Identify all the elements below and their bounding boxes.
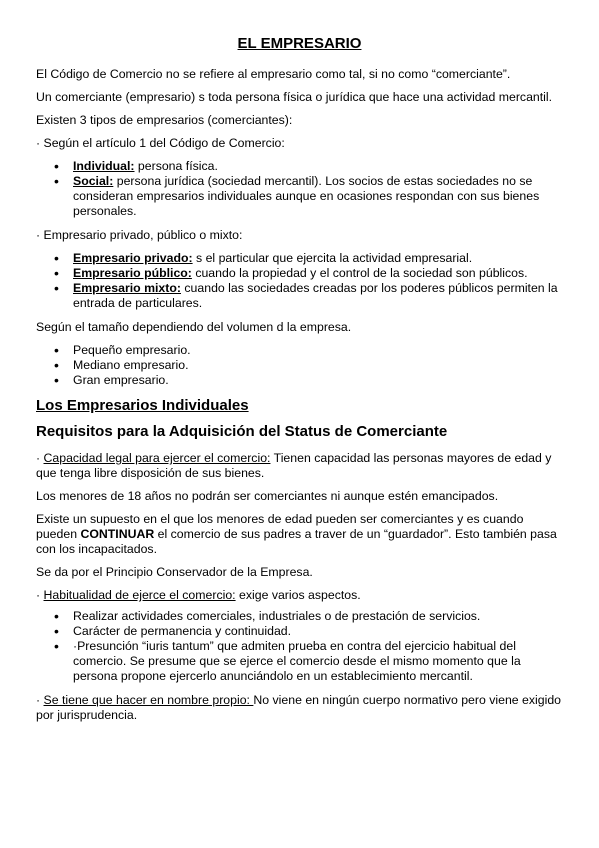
section-tipo-heading: · Empresario privado, público o mixto: — [36, 228, 243, 242]
habitualidad-paragraph — [36, 588, 563, 603]
section-tamano-list — [36, 343, 563, 388]
list-item: • Mediano empresario. — [73, 358, 563, 373]
bullet-prefix: · — [36, 451, 44, 465]
intro-paragraph-2: Un comerciante (empresario) s toda persona física o jurídica que hace una actividad mercantil. — [36, 90, 553, 104]
list-item — [73, 174, 563, 219]
term-label: Empresario público: — [73, 266, 192, 280]
supuesto-before: Existe un supuesto en el que los menores de edad pueden ser comerciantes y es cuando pueden — [36, 512, 524, 541]
supuesto-after: el comercio de sus padres a traver de un “guardador”. Esto también pasa con los incapacitados. — [36, 527, 557, 556]
term-text: persona física. — [134, 159, 218, 173]
term-text: s el particular que ejercita la actividad empresarial. — [192, 251, 473, 265]
term-text: cuando las sociedades creadas por los poderes públicos permiten la entrada de particulares. — [73, 281, 558, 310]
list-item — [73, 251, 563, 266]
habitualidad-list — [36, 609, 563, 684]
habitualidad-label: Habitualidad de ejerce el comercio: — [43, 588, 236, 602]
nombre-propio-paragraph — [36, 693, 563, 723]
list-item: • Carácter de permanencia y continuidad. — [73, 624, 563, 639]
bullet-prefix: · — [36, 693, 44, 707]
list-item: • Gran empresario. — [73, 373, 563, 388]
list-item — [73, 159, 563, 174]
document-title: EL EMPRESARIO — [237, 35, 362, 52]
nombre-propio-label: Se tiene que hacer en nombre propio: — [43, 693, 254, 707]
list-item — [73, 281, 563, 311]
list-item — [73, 266, 563, 281]
intro-paragraph-3: Existen 3 tipos de empresarios (comerciantes): — [36, 113, 293, 127]
term-label: Social: — [73, 174, 114, 188]
principio-paragraph: Se da por el Principio Conservador de la Empresa. — [36, 565, 313, 579]
document-page — [36, 35, 563, 731]
bullet-prefix: · — [36, 588, 44, 602]
section-tamano-heading: Según el tamaño dependiendo del volumen d la empresa. — [36, 320, 352, 334]
menores-paragraph: Los menores de 18 años no podrán ser comerciantes ni aunque estén emancipados. — [36, 489, 499, 503]
section-tipo-list — [36, 251, 563, 311]
intro-paragraph-1: El Código de Comercio no se refiere al empresario como tal, si no como “comerciante”. — [36, 67, 511, 81]
list-item: • ·Presunción “iuris tantum” que admiten prueba en contra del ejercicio habitual del comercio. Se presume que se ejerce el comercio desde el mismo momento que la persona propone ejercerlo anunciándolo en un establecimiento mercantil. — [73, 639, 563, 684]
list-item: • Realizar actividades comerciales, industriales o de prestación de servicios. — [73, 609, 563, 624]
supuesto-bold: CONTINUAR — [80, 527, 155, 541]
capacidad-text: Tienen capacidad las personas mayores de edad y que tenga libre disposición de sus bienes. — [36, 451, 552, 480]
term-text: persona jurídica (sociedad mercantil). Los socios de estas sociedades no se consideran empresarios individuales aunque en ocasiones respondan con sus bienes personales. — [73, 174, 540, 218]
term-text: cuando la propiedad y el control de la sociedad son públicos. — [191, 266, 528, 280]
heading-requisitos: Requisitos para la Adquisición del Status de Comerciante — [36, 423, 448, 440]
term-label: Individual: — [73, 159, 135, 173]
capacidad-label: Capacidad legal para ejercer el comercio: — [43, 451, 271, 465]
capacidad-paragraph — [36, 451, 563, 481]
nombre-propio-text: No viene en ningún cuerpo normativo pero viene exigido por jurisprudencia. — [36, 693, 562, 722]
section-articulo-list — [36, 159, 563, 219]
heading-individuales: Los Empresarios Individuales — [36, 397, 249, 414]
list-item: • Pequeño empresario. — [73, 343, 563, 358]
supuesto-paragraph — [36, 512, 563, 557]
term-label: Empresario privado: — [73, 251, 193, 265]
habitualidad-text: exige varios aspectos. — [235, 588, 361, 602]
section-articulo-heading: · Según el artículo 1 del Código de Comercio: — [36, 136, 285, 150]
term-label: Empresario mixto: — [73, 281, 181, 295]
